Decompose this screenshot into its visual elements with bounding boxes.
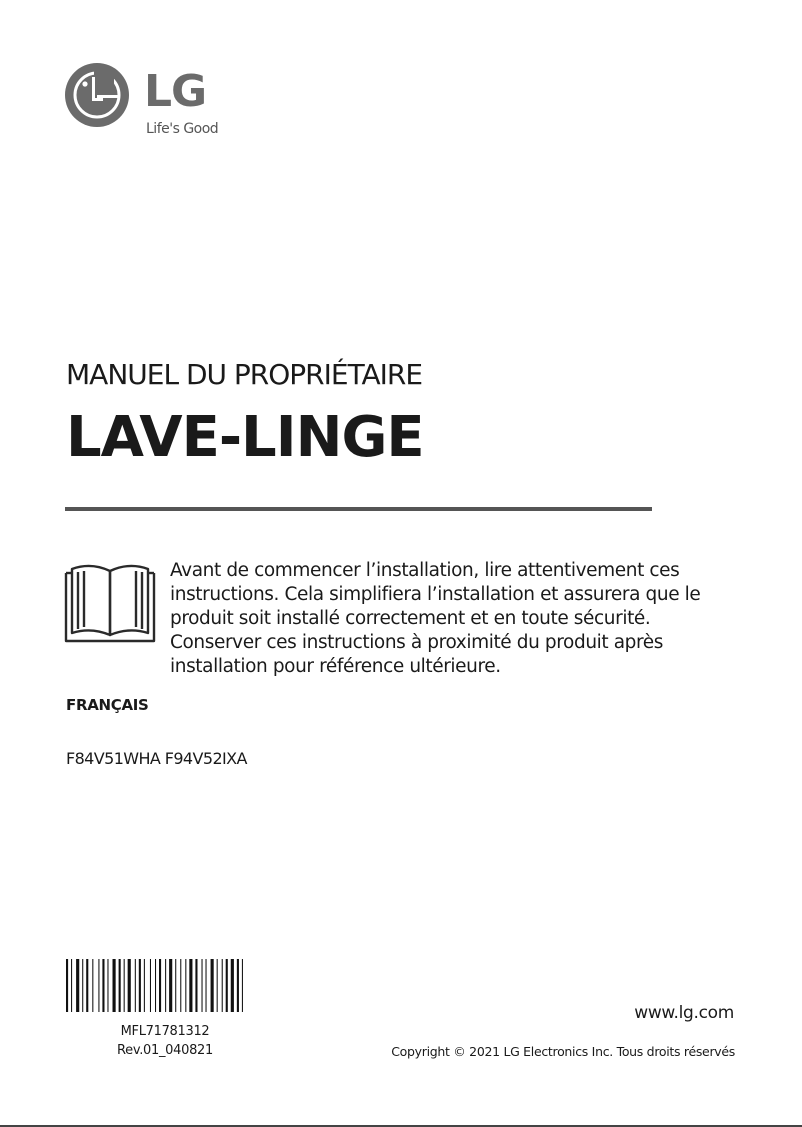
part-number: MFL71781312: [120, 1024, 210, 1039]
barcode-bar: [211, 959, 214, 1012]
language-label: FRANÇAIS: [66, 696, 149, 714]
barcode-bar: [242, 959, 243, 1012]
barcode-bar: [92, 959, 93, 1012]
barcode-bar: [169, 959, 172, 1012]
barcode-bar: [139, 959, 141, 1012]
barcode-bar: [155, 959, 156, 1012]
barcode-bar: [124, 959, 125, 1012]
installation-notice: Avant de commencer l’installation, lire attentivement ces instructions. Cela simplifiera l’installation et assurera que le produit soit installé correctement et en toute sécurité. Conserver ces instructions à proximité du produit après installation pour référence ultérieure.: [170, 560, 701, 677]
brand-slogan: Life's Good: [146, 121, 219, 137]
barcode-bar: [217, 959, 218, 1012]
barcode-bar: [180, 959, 181, 1012]
barcode: [66, 959, 266, 1012]
lg-logo: [64, 62, 264, 142]
barcode-bar: [128, 959, 131, 1012]
revision-code: Rev.01_040821: [116, 1043, 214, 1058]
brand-wordmark: LG: [144, 66, 207, 117]
barcode-bar: [175, 959, 176, 1012]
barcode-bar: [107, 959, 108, 1012]
barcode-bar: [102, 959, 104, 1012]
barcode-bar: [135, 959, 136, 1012]
document-type-heading: MANUEL DU PROPRIÉTAIRE: [66, 358, 423, 391]
barcode-bar: [237, 959, 239, 1012]
model-numbers: F84V51WHA F94V52IXA: [66, 749, 247, 768]
barcode-bar: [222, 959, 223, 1012]
barcode-bar: [76, 959, 79, 1012]
barcode-bar: [98, 959, 99, 1012]
barcode-bar: [150, 959, 151, 1012]
barcode-bar: [202, 959, 203, 1012]
lg-face-logo-icon: [64, 62, 130, 128]
barcode-bar: [113, 959, 116, 1012]
product-title: LAVE-LINGE: [66, 405, 424, 470]
barcode-bar: [82, 959, 83, 1012]
barcode-bar: [189, 959, 192, 1012]
open-book-icon: [63, 563, 157, 645]
barcode-bar: [185, 959, 186, 1012]
barcode-bar: [144, 959, 145, 1012]
barcode-bar: [159, 959, 161, 1012]
barcode-bar: [86, 959, 88, 1012]
barcode-bar: [165, 959, 166, 1012]
barcode-bar: [226, 959, 228, 1012]
barcode-bar: [195, 959, 197, 1012]
title-divider: [65, 507, 652, 511]
barcode-bar: [119, 959, 121, 1012]
barcode-bar: [71, 959, 72, 1012]
website-link[interactable]: www.lg.com: [634, 1003, 734, 1023]
barcode-bar: [206, 959, 207, 1012]
copyright-notice: Copyright © 2021 LG Electronics Inc. Tous droits réservés: [391, 1044, 735, 1059]
barcode-bar: [231, 959, 234, 1012]
barcode-bar: [66, 959, 68, 1012]
